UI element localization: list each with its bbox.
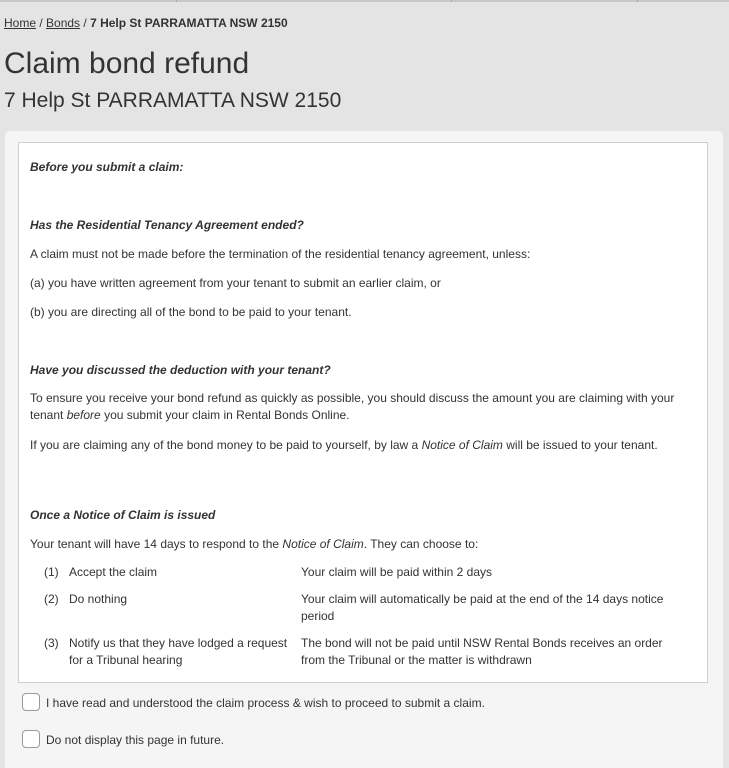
emphasis-before: before (66, 408, 101, 422)
before-heading: Before you submit a claim: (30, 160, 184, 174)
notice-text: Your tenant will have 14 days to respond to the Notice of Claim. They can choose to: (30, 537, 479, 551)
discuss-heading: Have you discussed the deduction with your tenant? (30, 363, 331, 377)
breadcrumb (4, 16, 288, 30)
option-choice: Accept the claim (69, 565, 158, 579)
hide-page-checkbox[interactable] (22, 730, 40, 748)
top-border (0, 0, 729, 2)
page-title: Claim bond refund (4, 47, 250, 80)
option-choice: Do nothing (69, 592, 128, 606)
option-number: (3) (44, 636, 59, 650)
page-subtitle: 7 Help St PARRAMATTA NSW 2150 (4, 89, 342, 112)
option-choice: Notify us that they have lodged a request for a Tribunal hearing (69, 636, 288, 667)
option-result: Your claim will automatically be paid at the end of the 14 days notice period (301, 592, 664, 623)
notice-paragraph: If you are claiming any of the bond money to be paid to yourself, by law a Notice of Claim will be issued to your tenant. (30, 438, 658, 452)
rta-heading: Has the Residential Tenancy Agreement ended? (30, 218, 304, 232)
hide-page-checkbox-label[interactable]: Do not display this page in future. (46, 733, 225, 747)
breadcrumb-bonds-link[interactable]: Bonds (46, 16, 81, 30)
breadcrumb-separator: / (36, 16, 47, 30)
rta-text: A claim must not be made before the termination of the residential tenancy agreement, unless: (30, 247, 531, 261)
discuss-paragraph: To ensure you receive your bond refund as quickly as possible, you should discuss the amount you are claiming with your tenant before you submit your claim in Rental Bonds Online. (30, 391, 675, 422)
rta-condition-b: (b) you are directing all of the bond to be paid to your tenant. (30, 305, 352, 319)
option-number: (1) (44, 565, 59, 579)
option-result: The bond will not be paid until NSW Rental Bonds receives an order from the Tribunal or the matter is withdrawn (301, 636, 663, 667)
breadcrumb-current: 7 Help St PARRAMATTA NSW 2150 (90, 16, 288, 30)
emphasis-notice-of-claim: Notice of Claim (421, 438, 503, 452)
notice-heading: Once a Notice of Claim is issued (30, 508, 216, 522)
option-number: (2) (44, 592, 59, 606)
breadcrumb-home-link[interactable]: Home (4, 16, 37, 30)
proceed-checkbox-label[interactable]: I have read and understood the claim process & wish to proceed to submit a claim. (46, 696, 485, 710)
emphasis-notice-of-claim: Notice of Claim (282, 537, 364, 551)
option-result: Your claim will be paid within 2 days (301, 565, 492, 579)
proceed-checkbox[interactable] (22, 693, 40, 711)
breadcrumb-separator: / (80, 16, 91, 30)
rta-condition-a: (a) you have written agreement from your tenant to submit an earlier claim, or (30, 276, 441, 290)
